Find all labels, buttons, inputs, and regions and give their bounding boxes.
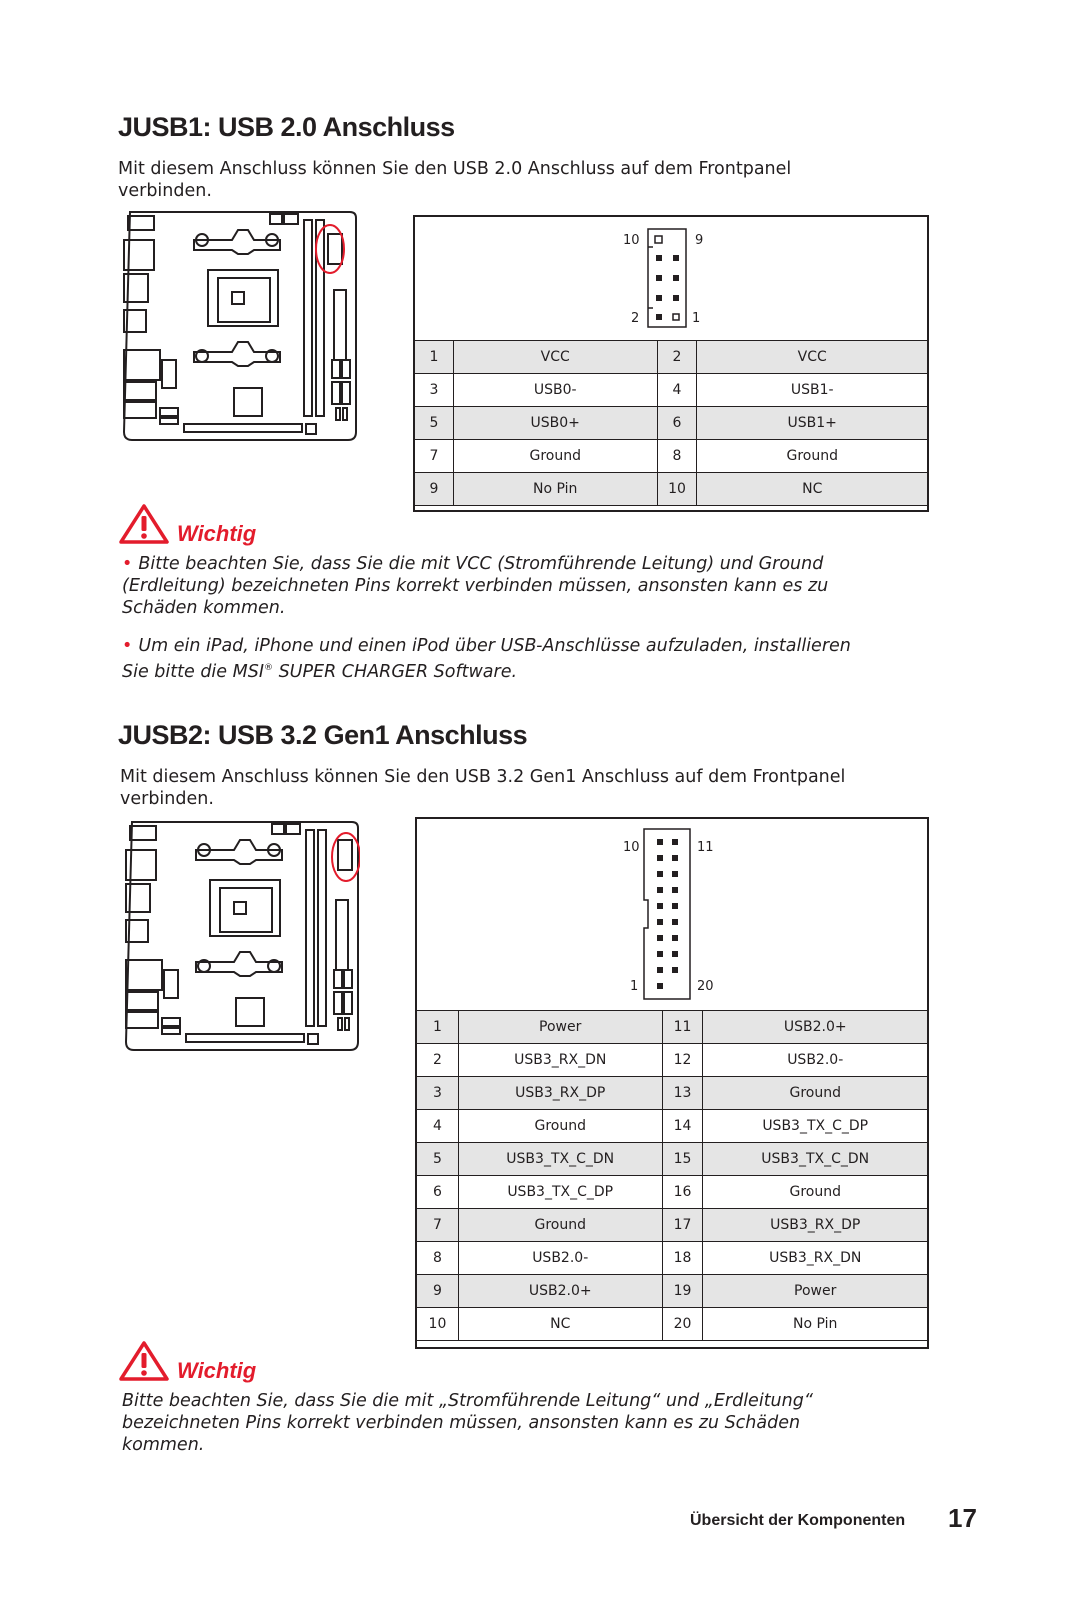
pin-label-10: 10 xyxy=(623,233,640,248)
pin-label-10: 10 xyxy=(623,840,640,855)
motherboard-diagram-jusb1 xyxy=(122,210,358,442)
pin-rows-jusb1 xyxy=(414,340,928,506)
table-row: 3 USB0- 4 USB1- xyxy=(415,374,928,407)
warning-triangle-icon xyxy=(118,503,170,549)
table-row: 7 Ground 17 USB3_RX_DP xyxy=(417,1209,928,1242)
bullet-icon: • xyxy=(122,636,133,656)
table-row: 2 USB3_RX_DN 12 USB2.0- xyxy=(417,1044,928,1077)
connector-header-jusb1 xyxy=(647,228,687,328)
warning-label: Wichtig xyxy=(177,1358,257,1383)
pin-rows-jusb2 xyxy=(416,1010,928,1341)
table-row: 8 USB2.0- 18 USB3_RX_DN xyxy=(417,1242,928,1275)
pin-label-9: 9 xyxy=(695,233,704,248)
table-row: 7 Ground 8 Ground xyxy=(415,440,928,473)
table-row: 9 No Pin 10 NC xyxy=(415,473,928,506)
warning-note-3: Bitte beachten Sie, dass Sie die mit „Stromführende Leitung“ und „Erdleitung“ bezeichneten Pins korrekt verbinden müssen, ansonsten kann es zu Schäden kommen. xyxy=(122,1391,813,1455)
warning-note-2: • Um ein iPad, iPhone und einen iPod über USB-Anschlüsse aufzuladen, installieren Sie bitte die MSI® SUPER CHARGER Software. xyxy=(122,636,851,682)
pin-label-20: 20 xyxy=(697,979,714,994)
pin-label-1: 1 xyxy=(630,979,639,994)
motherboard-diagram-jusb2 xyxy=(124,820,360,1052)
table-row: 1 VCC 2 VCC xyxy=(415,341,928,374)
table-row: 10 NC 20 No Pin xyxy=(417,1308,928,1341)
table-row: 5 USB3_TX_C_DN 15 USB3_TX_C_DN xyxy=(417,1143,928,1176)
warning-note-1: • Bitte beachten Sie, dass Sie die mit VCC (Stromführende Leitung) und Ground (Erdleitung) bezeichneten Pins korrekt verbinden müssen, ansonsten kann es zu Schäden kommen. xyxy=(122,554,829,618)
section2-description: Mit diesem Anschluss können Sie den USB 3.2 Gen1 Anschluss auf dem Frontpanel verbinden. xyxy=(120,767,846,809)
section1-description: Mit diesem Anschluss können Sie den USB 2.0 Anschluss auf dem Frontpanel verbinden. xyxy=(118,159,792,201)
page-number: 17 xyxy=(948,1503,977,1533)
table-row: 3 USB3_RX_DP 13 Ground xyxy=(417,1077,928,1110)
bullet-icon: • xyxy=(122,554,133,574)
pin-label-1: 1 xyxy=(692,311,701,326)
footer-section-title: Übersicht der Komponenten xyxy=(690,1512,906,1529)
table-row: 5 USB0+ 6 USB1+ xyxy=(415,407,928,440)
warning-label: Wichtig xyxy=(177,521,257,546)
pin-label-11: 11 xyxy=(697,840,714,855)
table-row: 6 USB3_TX_C_DP 16 Ground xyxy=(417,1176,928,1209)
table-row: 1 Power 11 USB2.0+ xyxy=(417,1011,928,1044)
table-row: 9 USB2.0+ 19 Power xyxy=(417,1275,928,1308)
pin-label-2: 2 xyxy=(631,311,640,326)
section1-title: JUSB1: USB 2.0 Anschluss xyxy=(118,112,455,142)
section2-title: JUSB2: USB 3.2 Gen1 Anschluss xyxy=(118,720,528,750)
table-row: 4 Ground 14 USB3_TX_C_DP xyxy=(417,1110,928,1143)
connector-header-jusb2 xyxy=(643,828,691,1000)
warning-triangle-icon xyxy=(118,1340,170,1386)
